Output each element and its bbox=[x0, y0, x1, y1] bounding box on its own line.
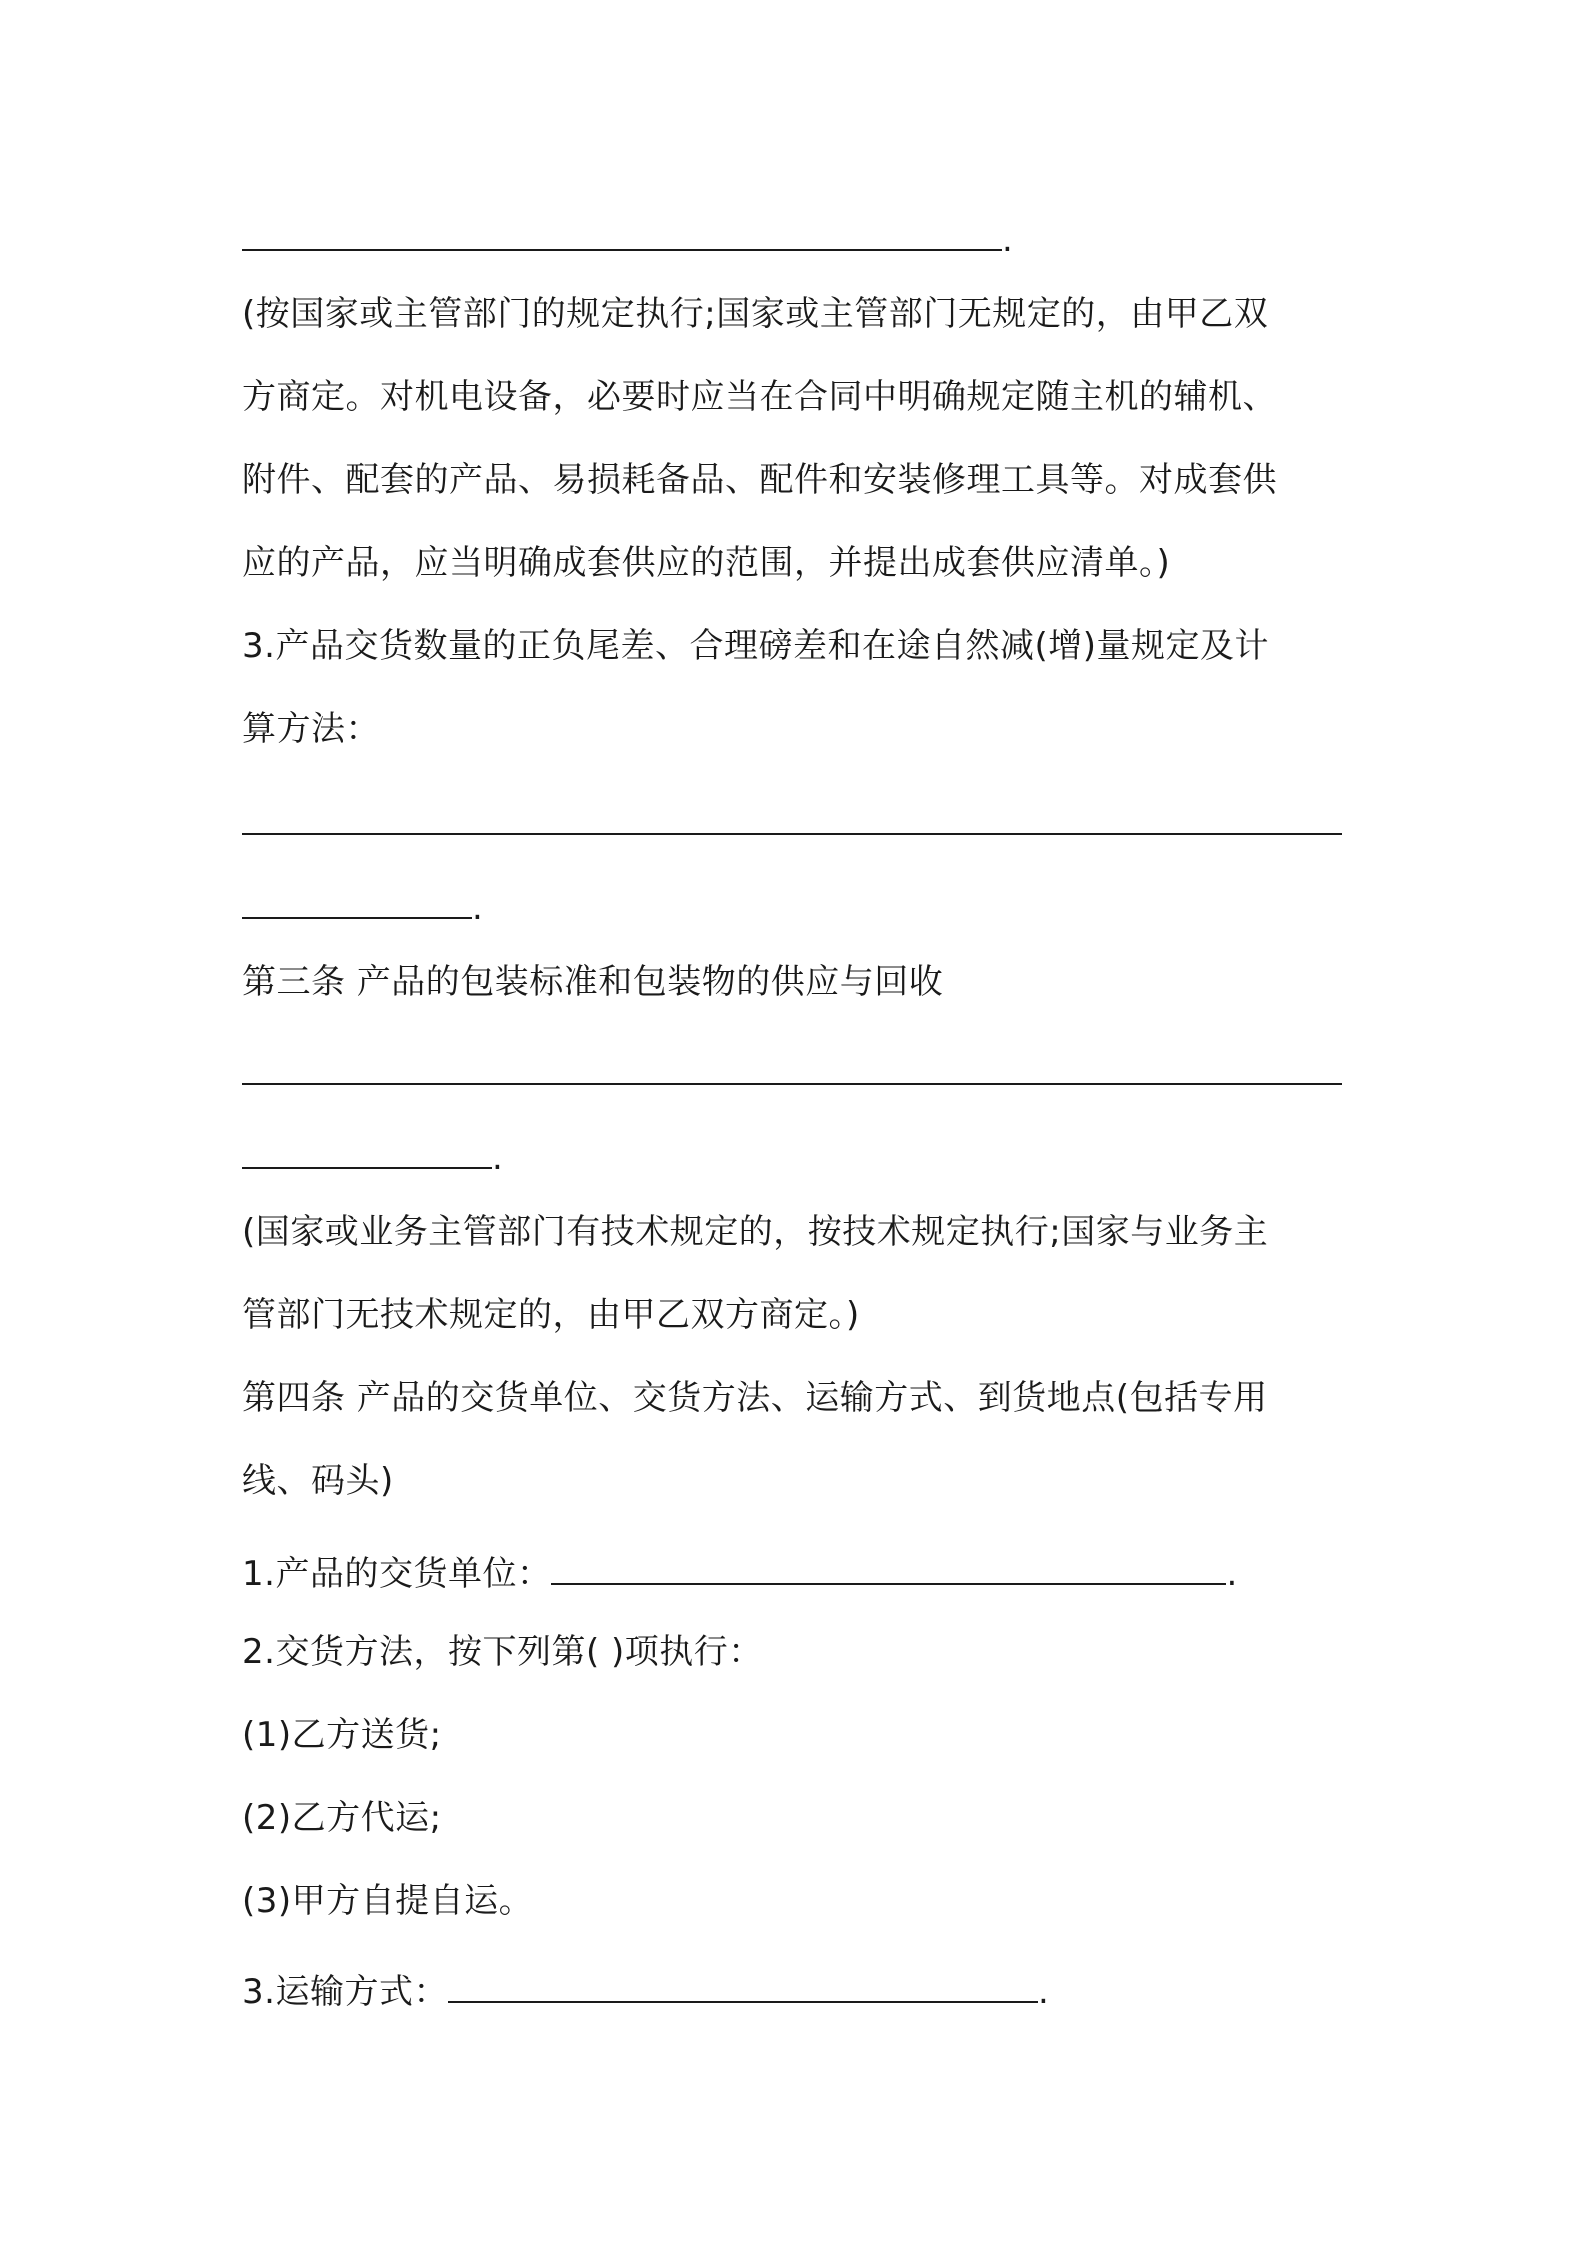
article-heading: 第四条 产品的交货单位、交货方法、运输方式、到货地点(包括专用 bbox=[242, 1378, 1268, 1418]
fill-in-blank bbox=[242, 219, 1002, 251]
paragraph-line: (国家或业务主管部门有技术规定的，按技术规定执行;国家与业务主 bbox=[242, 1212, 1269, 1252]
blank-line bbox=[242, 1052, 1342, 1096]
option-line: (2)乙方代运; bbox=[242, 1798, 442, 1838]
blank-end-dot: . bbox=[1037, 1972, 1050, 2012]
option-line: (3)甲方自提自运。 bbox=[242, 1881, 534, 1921]
blank-end-dot: . bbox=[1226, 1554, 1238, 1594]
item-line bbox=[242, 1552, 1238, 1596]
paragraph-line: 应的产品，应当明确成套供应的范围，并提出成套供应清单。) bbox=[242, 543, 1171, 583]
fill-in-blank bbox=[242, 1053, 1342, 1085]
blank-end-dot: . bbox=[1002, 220, 1014, 260]
paragraph-line: 线、码头) bbox=[242, 1461, 394, 1501]
fill-in-blank bbox=[242, 1137, 492, 1169]
fill-in-blank bbox=[242, 887, 472, 919]
blank-line-top bbox=[242, 218, 1013, 262]
blank-line bbox=[242, 1136, 503, 1180]
paragraph-line: (按国家或主管部门的规定执行;国家或主管部门无规定的，由甲乙双 bbox=[242, 294, 1269, 334]
blank-line bbox=[242, 802, 1342, 846]
item-heading: 3.产品交货数量的正负尾差、合理磅差和在途自然减(增)量规定及计 bbox=[242, 626, 1269, 666]
blank-line bbox=[242, 886, 483, 930]
fill-in-blank bbox=[551, 1553, 1226, 1585]
item-line bbox=[242, 1970, 1049, 2014]
option-line: (1)乙方送货; bbox=[242, 1715, 442, 1755]
paragraph-line: 附件、配套的产品、易损耗备品、配件和安装修理工具等。对成套供 bbox=[242, 460, 1277, 500]
item-label: 3.运输方式： bbox=[242, 1972, 448, 2012]
paragraph-line: 算方法： bbox=[242, 709, 380, 749]
article-heading: 第三条 产品的包装标准和包装物的供应与回收 bbox=[242, 962, 944, 1002]
fill-in-blank bbox=[448, 1971, 1038, 2003]
blank-end-dot: . bbox=[472, 888, 484, 928]
paragraph-line: 管部门无技术规定的，由甲乙双方商定。) bbox=[242, 1295, 860, 1335]
item-label: 1.产品的交货单位： bbox=[242, 1554, 552, 1594]
item-line: 2.交货方法，按下列第( )项执行： bbox=[242, 1632, 763, 1672]
fill-in-blank bbox=[242, 803, 1342, 835]
blank-end-dot: . bbox=[492, 1138, 504, 1178]
paragraph-line: 方商定。对机电设备，必要时应当在合同中明确规定随主机的辅机、 bbox=[242, 377, 1277, 417]
